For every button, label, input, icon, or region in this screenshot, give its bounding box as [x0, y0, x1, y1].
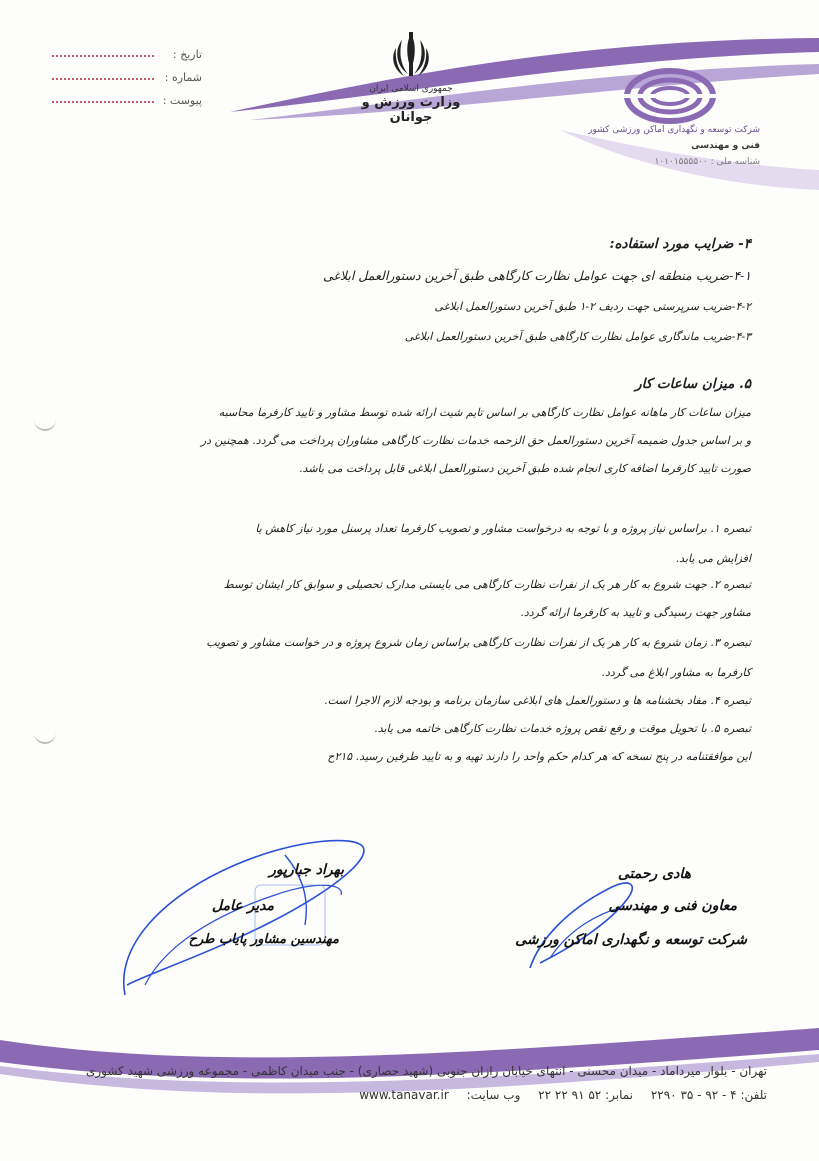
footer-website-label: وب سایت: — [466, 1088, 521, 1102]
number-label: شماره : — [164, 71, 202, 84]
signer-right-title: معاون فنی و مهندسی — [608, 898, 737, 914]
note-2-line-1: تبصره ۲. جهت شروع به کار هر یک از نفرات نظارت کارگاهی می بایستی مدارک تحصیلی و سوابق کار ایشان توسط — [223, 578, 751, 591]
attachment-field — [52, 84, 202, 107]
note-1-line-2: افزایش می یابد. — [675, 552, 751, 565]
section4-item-3: ۴-۳-ضریب ماندگاری عوامل نظارت کارگاهی طبق آخرین دستورالعمل ابلاغی — [404, 330, 751, 343]
date-label: تاریخ : — [172, 48, 202, 61]
footer-wave-decoration — [0, 1010, 819, 1161]
note-1-line-1: تبصره ۱. براساس نیاز پروژه و با توجه به درخواست مشاور و تصویب کارفرما تعداد پرسنل مورد نیاز کاهش یا — [255, 522, 751, 535]
punch-hole-bottom — [34, 728, 56, 744]
signer-right-name: هادی رحمتی — [617, 866, 691, 882]
footer-address: تهران - بلوار میرداماد - میدان محسنی - انتهای خیابان رازان جنوبی (شهید حصاری) - جنب میدان کاظمی - مجموعه ورزشی شهید کشوری — [85, 1064, 767, 1078]
company-block — [560, 125, 760, 167]
signer-left-name: بهراد جبارپور — [269, 862, 344, 878]
note-3-line-2: کارفرما به مشاور ابلاغ می گردد. — [601, 666, 751, 679]
number-field — [52, 61, 202, 84]
footer-contact — [359, 1088, 767, 1102]
ministry-title: وزارت ورزش و جوانان — [361, 95, 461, 125]
company-name: شرکت توسعه و نگهداری اماکن ورزشی کشور — [588, 125, 760, 135]
attachment-line — [52, 101, 154, 103]
company-logo-icon — [624, 68, 716, 124]
company-department: فنی و مهندسی — [691, 141, 760, 151]
attachment-label: پیوست : — [162, 94, 202, 107]
note-2-line-2: مشاور جهت رسیدگی و تایید به کارفرما ارائه گردد. — [520, 606, 751, 619]
note-5: تبصره ۵. با تحویل موقت و رفع نقص پروژه خدمات نظارت کارگاهی خاتمه می یابد. — [374, 722, 751, 735]
section5-heading: ۵. میزان ساعات کار — [635, 376, 751, 392]
section4-heading: ۴- ضرایب مورد استفاده: — [609, 236, 751, 252]
section5-para-line-3: صورت تایید کارفرما اضافه کاری انجام شده طبق آخرین دستورالعمل ابلاغی قابل پرداخت می باشد. — [299, 462, 751, 475]
note-4: تبصره ۴. مفاد بخشنامه ها و دستورالعمل های ابلاغی سازمان برنامه و بودجه لازم الاجرا است. — [324, 694, 751, 707]
number-line — [52, 78, 154, 80]
footer-website-link[interactable]: www.tanavar.ir — [359, 1088, 449, 1102]
footer-fax: نمابر: ۵۲ ۹۱ ۲۲ ۲۲ — [538, 1088, 634, 1102]
section4-item-1: ۴-۱-ضریب منطقه ای جهت عوامل نظارت کارگاهی طبق آخرین دستورالعمل ابلاغی — [322, 268, 751, 283]
signature-stamp-left — [105, 825, 375, 1005]
signature-stamp-right — [520, 868, 640, 978]
agreement-closing: این موافقتنامه در پنج نسخه که هر کدام حکم واحد را دارند تهیه و به تایید طرفین رسید. ۲۱۵ح — [327, 750, 751, 763]
company-national-id: شناسه ملی : ۱۰۱۰۱۵۵۵۵۰۰ — [654, 157, 760, 167]
iran-emblem-icon — [388, 30, 434, 82]
signer-left-title: مدیر عامل — [211, 898, 274, 914]
section4-item-2: ۴-۲-ضریب سرپرستی جهت ردیف ۲-۱ طبق آخرین دستورالعمل ابلاغی — [434, 300, 751, 313]
footer-phone: تلفن: ۴ - ۹۲ - ۳۵ ۲۲۹۰ — [650, 1088, 767, 1102]
ministry-country: جمهوری اسلامی ایران — [369, 84, 453, 94]
signer-left-org: مهندسین مشاور پایاب طرح — [188, 932, 339, 947]
section5-para-line-2: و بر اساس جدول ضمیمه آخرین دستورالعمل حق الزحمه خدمات نظارت کارگاهی مشاوران پرداخت می گردد. همچنین در — [200, 434, 751, 447]
date-field — [52, 38, 202, 61]
letter-meta-fields — [52, 38, 202, 107]
ministry-block — [340, 84, 482, 125]
section5-para-line-1: میزان ساعات کار ماهانه عوامل نظارت کارگاهی بر اساس تایم شیت ارائه شده توسط مشاور و تایید کارفرما محاسبه — [218, 406, 751, 419]
punch-hole-top — [34, 415, 56, 431]
signer-right-org: شرکت توسعه و نگهداری اماکن ورزشی — [515, 932, 747, 948]
note-3-line-1: تبصره ۳. زمان شروع به کار هر یک از نفرات نظارت کارگاهی براساس زمان شروع پروژه و در خواست مشاور و تصویب — [206, 636, 751, 649]
date-line — [52, 55, 154, 57]
